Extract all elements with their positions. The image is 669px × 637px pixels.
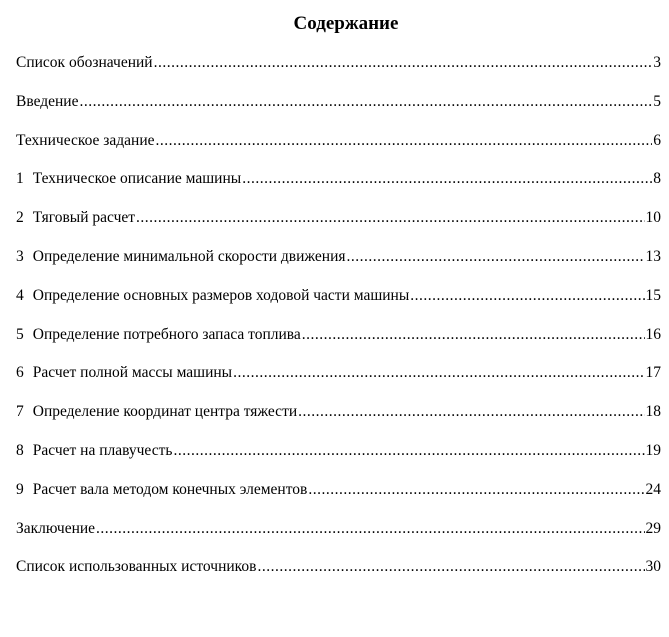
dot-leader (173, 432, 644, 471)
toc-entry-page: 8 (653, 170, 661, 188)
toc-entry-label: Техническое описание машины (32, 170, 242, 188)
dot-leader (308, 471, 644, 510)
dot-leader (156, 122, 653, 161)
toc-entry-page: 24 (645, 480, 661, 498)
toc-entry-number: 7 (16, 403, 24, 421)
toc-entry-label: Введение (16, 92, 79, 110)
toc-entry (16, 160, 661, 199)
toc-entry-page: 5 (653, 92, 661, 110)
toc-entry-label: Список обозначений (16, 54, 153, 71)
toc-entry-page: 19 (645, 441, 661, 459)
toc-entry-label: Техническое задание (16, 131, 155, 149)
toc-entry-page: 29 (645, 519, 661, 537)
toc-entry-label: Список использованных источников (16, 558, 257, 576)
dot-leader (136, 199, 644, 238)
toc-entry-label: Определение минимальной скорости движения (32, 247, 346, 265)
toc-entry (16, 199, 661, 238)
toc-entry-page: 18 (645, 403, 661, 421)
page-title: Содержание (293, 13, 399, 34)
toc-entry-number: 6 (16, 364, 24, 382)
toc-entry-number: 9 (16, 480, 24, 498)
dot-leader (154, 44, 653, 83)
toc-entry (16, 122, 661, 161)
toc-entry-number: 3 (16, 247, 24, 265)
toc-entry-number: 8 (16, 441, 24, 459)
toc-entry (16, 316, 661, 355)
toc-entry-label: Расчет на плавучесть (32, 441, 173, 459)
dot-leader (347, 238, 645, 277)
toc-entry (16, 277, 661, 316)
toc-entry-page: 15 (645, 286, 661, 304)
toc-entry-page: 6 (653, 131, 661, 149)
toc-entry-label: Определение координат центра тяжести (32, 403, 298, 421)
dot-leader (257, 548, 644, 587)
toc-entry (16, 393, 661, 432)
dot-leader (298, 393, 644, 432)
toc-entry (16, 432, 661, 471)
toc-entry-page: 17 (645, 364, 661, 382)
toc-entry-page: 30 (645, 558, 661, 576)
toc-entry-label: Определение потребного запаса топлива (32, 325, 301, 343)
toc-entry-page: 10 (645, 209, 661, 227)
toc-entry-page: 13 (645, 247, 661, 265)
toc-entry-label: Заключение (16, 519, 96, 537)
dot-leader (410, 277, 644, 316)
toc-entry (16, 238, 661, 277)
toc-entry-label: Расчет полной массы машины (32, 364, 233, 382)
toc-entry-number: 1 (16, 170, 24, 188)
dot-leader (79, 83, 652, 122)
table-of-contents (16, 44, 661, 587)
toc-entry (16, 510, 661, 549)
toc-entry-page: 16 (645, 325, 661, 343)
toc-entry-number: 5 (16, 325, 24, 343)
dot-leader (242, 160, 652, 199)
toc-entry-number: 4 (16, 286, 24, 304)
dot-leader (302, 316, 645, 355)
toc-entry-page: 3 (653, 54, 661, 71)
toc-entry-number: 2 (16, 209, 24, 227)
dot-leader (233, 354, 644, 393)
toc-entry (16, 83, 661, 122)
toc-entry (16, 548, 661, 587)
toc-entry-label: Тяговый расчет (32, 209, 136, 227)
toc-entry (16, 471, 661, 510)
toc-entry (16, 354, 661, 393)
toc-entry-label: Расчет вала методом конечных элементов (32, 480, 308, 498)
dot-leader (96, 510, 644, 549)
toc-entry-label: Определение основных размеров ходовой части машины (32, 286, 410, 304)
toc-entry (16, 44, 661, 83)
